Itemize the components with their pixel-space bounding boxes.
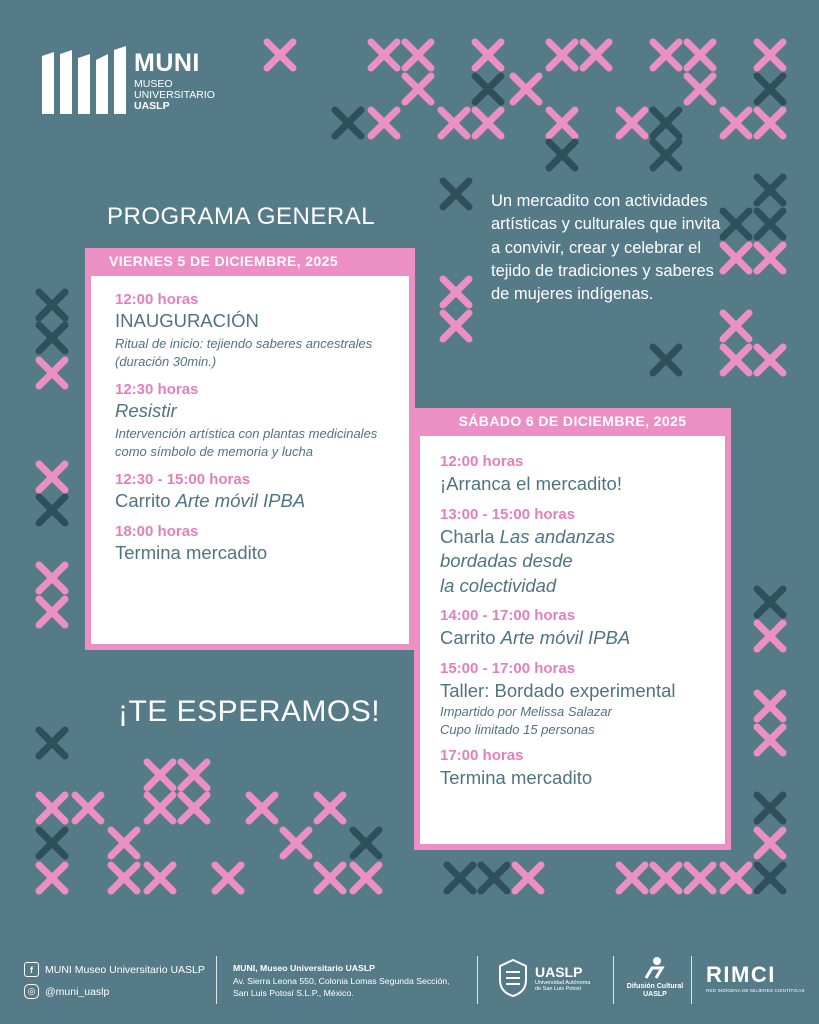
cross-stitch-mark <box>39 292 65 318</box>
event-time: 13:00 - 15:00 horas <box>440 505 576 523</box>
program-title: PROGRAMA GENERAL <box>107 203 376 230</box>
cross-stitch-mark <box>335 110 361 136</box>
event-title: Resistir <box>115 400 177 421</box>
muni-logo-mark-icon <box>42 46 128 114</box>
cross-stitch-mark <box>39 599 65 625</box>
cross-stitch-mark <box>549 142 575 168</box>
cross-stitch-mark <box>653 42 679 68</box>
uaslp-sub-1: Universidad Autónoma <box>535 980 591 986</box>
cross-stitch-mark <box>39 730 65 756</box>
difusion-logo <box>626 956 684 999</box>
footer-divider <box>216 956 217 1004</box>
event-description-2: Cupo limitado 15 personas <box>440 721 595 737</box>
event-time: 12:00 horas <box>440 453 524 470</box>
footer-divider <box>477 956 478 1004</box>
cross-stitch-mark <box>353 865 379 891</box>
event-title-italic-1: Las andanzas <box>499 525 615 547</box>
event-title: INAUGURACIÓN <box>115 310 259 331</box>
event-time: 12:30 horas <box>115 381 199 398</box>
event-title-plain: Charla <box>440 525 500 547</box>
brand-line-3: UASLP <box>134 100 170 112</box>
cross-stitch-mark <box>653 110 679 136</box>
rimci-sub: RED INDÍGENA DE MUJERES CIENTÍFICAS <box>706 988 805 993</box>
cross-stitch-mark <box>687 76 713 102</box>
cross-stitch-mark <box>549 110 575 136</box>
cross-stitch-mark <box>147 795 173 821</box>
rimci-name: RIMCI <box>706 962 776 987</box>
cross-stitch-mark <box>39 565 65 591</box>
muni-logo <box>42 46 215 114</box>
cross-stitch-mark <box>475 76 501 102</box>
intro-text: Un mercadito con actividades artísticas y culturales que invita a convivir, crear y celebrar el tejido de tradiciones y saberes de mujeres indígenas. <box>491 192 721 304</box>
address-title: MUNI, Museo Universitario UASLP <box>233 963 375 973</box>
cross-stitch-mark <box>39 795 65 821</box>
cross-stitch-mark <box>441 110 467 136</box>
cross-stitch-mark <box>405 42 431 68</box>
day2-header: SÁBADO 6 DE DICIEMBRE, 2025 <box>414 408 731 436</box>
day2-event-2 <box>440 505 705 599</box>
cross-stitch-mark <box>447 865 473 891</box>
brand-line-1: MUSEO <box>134 78 173 90</box>
event-time: 14:00 - 17:00 horas <box>440 607 576 624</box>
cross-stitch-mark <box>757 76 783 102</box>
event-time: 12:00 horas <box>115 291 199 308</box>
day1-event-3 <box>115 470 385 512</box>
event-title <box>440 626 705 651</box>
cross-stitch-mark <box>405 76 431 102</box>
uaslp-sub-2: de San Luis Potosí <box>535 986 582 992</box>
cross-stitch-mark <box>39 464 65 490</box>
cross-stitch-mark <box>757 211 783 237</box>
cross-stitch-mark <box>147 762 173 788</box>
facebook-link[interactable] <box>24 962 205 977</box>
uaslp-logo <box>496 958 590 998</box>
cross-stitch-mark <box>39 360 65 386</box>
cross-stitch-mark <box>757 589 783 615</box>
cross-stitch-mark <box>215 865 241 891</box>
difusion-figure-icon <box>642 956 668 980</box>
day1-event-1 <box>115 290 385 370</box>
day2-card <box>414 408 731 850</box>
cross-stitch-mark <box>619 865 645 891</box>
day2-event-5 <box>440 746 705 791</box>
cross-stitch-mark <box>371 42 397 68</box>
event-title: Taller: Bordado experimental <box>440 679 676 701</box>
cross-stitch-mark <box>353 830 379 856</box>
day1-event-4 <box>115 522 385 564</box>
cross-stitch-mark <box>723 313 749 339</box>
cross-stitch-mark <box>267 42 293 68</box>
cross-stitch-mark <box>757 865 783 891</box>
instagram-icon: ◎ <box>24 984 39 999</box>
facebook-icon: f <box>24 962 39 977</box>
event-description: Intervención artística con plantas medicinales como símbolo de memoria y lucha <box>115 426 378 459</box>
day2-event-4 <box>440 659 705 739</box>
event-title-italic: Arte móvil IPBA <box>175 490 306 511</box>
day1-card <box>85 248 415 650</box>
footer-divider <box>691 956 692 1004</box>
address-block <box>233 962 473 1000</box>
cross-stitch-mark <box>723 110 749 136</box>
cross-stitch-mark <box>181 762 207 788</box>
cross-stitch-mark <box>475 110 501 136</box>
cross-stitch-mark <box>283 830 309 856</box>
cross-stitch-mark <box>515 865 541 891</box>
cross-stitch-mark <box>757 42 783 68</box>
day1-event-2 <box>115 380 385 460</box>
cross-stitch-mark <box>757 623 783 649</box>
rimci-logo <box>706 962 805 993</box>
footer <box>0 950 819 1010</box>
cross-stitch-mark <box>757 693 783 719</box>
event-title <box>115 490 385 512</box>
address-line-2: San Luis Potosí S.L.P., México. <box>233 988 354 998</box>
event-title-plain: Carrito <box>440 627 501 648</box>
cross-stitch-mark <box>653 142 679 168</box>
cross-stitch-mark <box>757 347 783 373</box>
address-line-1: Av. Sierra Leona 550, Colonia Lomas Segunda Sección, <box>233 975 450 986</box>
cross-stitch-mark <box>371 110 397 136</box>
difusion-line-2: UASLP <box>643 991 667 998</box>
cross-stitch-mark <box>75 795 101 821</box>
cross-stitch-mark <box>757 727 783 753</box>
cross-stitch-mark <box>583 42 609 68</box>
day2-event-1 <box>440 452 705 497</box>
uaslp-name: UASLP <box>535 964 583 980</box>
event-time: 18:00 horas <box>115 523 199 540</box>
event-title: Termina mercadito <box>440 767 593 788</box>
cross-stitch-mark <box>653 865 679 891</box>
cross-stitch-mark <box>39 325 65 351</box>
cross-stitch-mark <box>443 279 469 305</box>
cross-stitch-mark <box>39 497 65 523</box>
uaslp-shield-icon <box>496 958 530 998</box>
cross-stitch-mark <box>443 181 469 207</box>
cross-stitch-mark <box>723 347 749 373</box>
cross-stitch-mark <box>39 830 65 856</box>
cross-stitch-mark <box>147 865 173 891</box>
cross-stitch-mark <box>619 110 645 136</box>
event-time: 12:30 - 15:00 horas <box>115 471 251 488</box>
cross-stitch-mark <box>443 313 469 339</box>
instagram-link[interactable] <box>24 984 109 999</box>
cross-stitch-mark <box>481 865 507 891</box>
event-title: ¡Arranca el mercadito! <box>440 473 622 494</box>
event-time: 17:00 horas <box>440 747 524 764</box>
event-title-italic: Arte móvil IPBA <box>500 627 631 648</box>
day2-event-3 <box>440 606 705 651</box>
event-description-1: Impartido por Melissa Salazar <box>440 704 612 719</box>
cross-stitch-mark <box>757 830 783 856</box>
cross-stitch-mark <box>513 76 539 102</box>
cross-stitch-mark <box>723 865 749 891</box>
event-time: 15:00 - 17:00 horas <box>440 659 576 677</box>
event-title-italic-2: bordadas desde <box>440 550 573 571</box>
cross-stitch-mark <box>317 795 343 821</box>
difusion-line-1: Difusión Cultural <box>626 983 684 990</box>
cta-text: ¡TE ESPERAMOS! <box>118 695 381 728</box>
cross-stitch-mark <box>757 795 783 821</box>
cross-stitch-mark <box>111 865 137 891</box>
cross-stitch-mark <box>687 865 713 891</box>
cross-stitch-mark <box>757 177 783 203</box>
facebook-label: MUNI Museo Universitario UASLP <box>45 963 205 976</box>
cross-stitch-mark <box>549 42 575 68</box>
brand-name: MUNI <box>134 49 200 77</box>
cross-stitch-mark <box>39 865 65 891</box>
cross-stitch-mark <box>249 795 275 821</box>
brand-line-2: UNIVERSITARIO <box>134 89 215 101</box>
event-title: Termina mercadito <box>115 542 268 563</box>
day1-header: VIERNES 5 DE DICIEMBRE, 2025 <box>85 248 415 276</box>
event-title-plain: Carrito <box>115 490 176 511</box>
footer-divider <box>613 956 614 1004</box>
event-description: Ritual de inicio: tejiendo saberes ancestrales (duración 30min.) <box>115 336 373 369</box>
cross-stitch-mark <box>181 795 207 821</box>
instagram-label: @muni_uaslp <box>45 985 110 998</box>
cross-stitch-mark <box>757 245 783 271</box>
cross-stitch-mark <box>687 42 713 68</box>
cross-stitch-mark <box>111 830 137 856</box>
event-title-italic-3: la colectividad <box>440 574 557 596</box>
cross-stitch-mark <box>475 42 501 68</box>
cross-stitch-mark <box>653 347 679 373</box>
cross-stitch-mark <box>757 110 783 136</box>
cross-stitch-mark <box>317 865 343 891</box>
event-title <box>440 525 705 599</box>
